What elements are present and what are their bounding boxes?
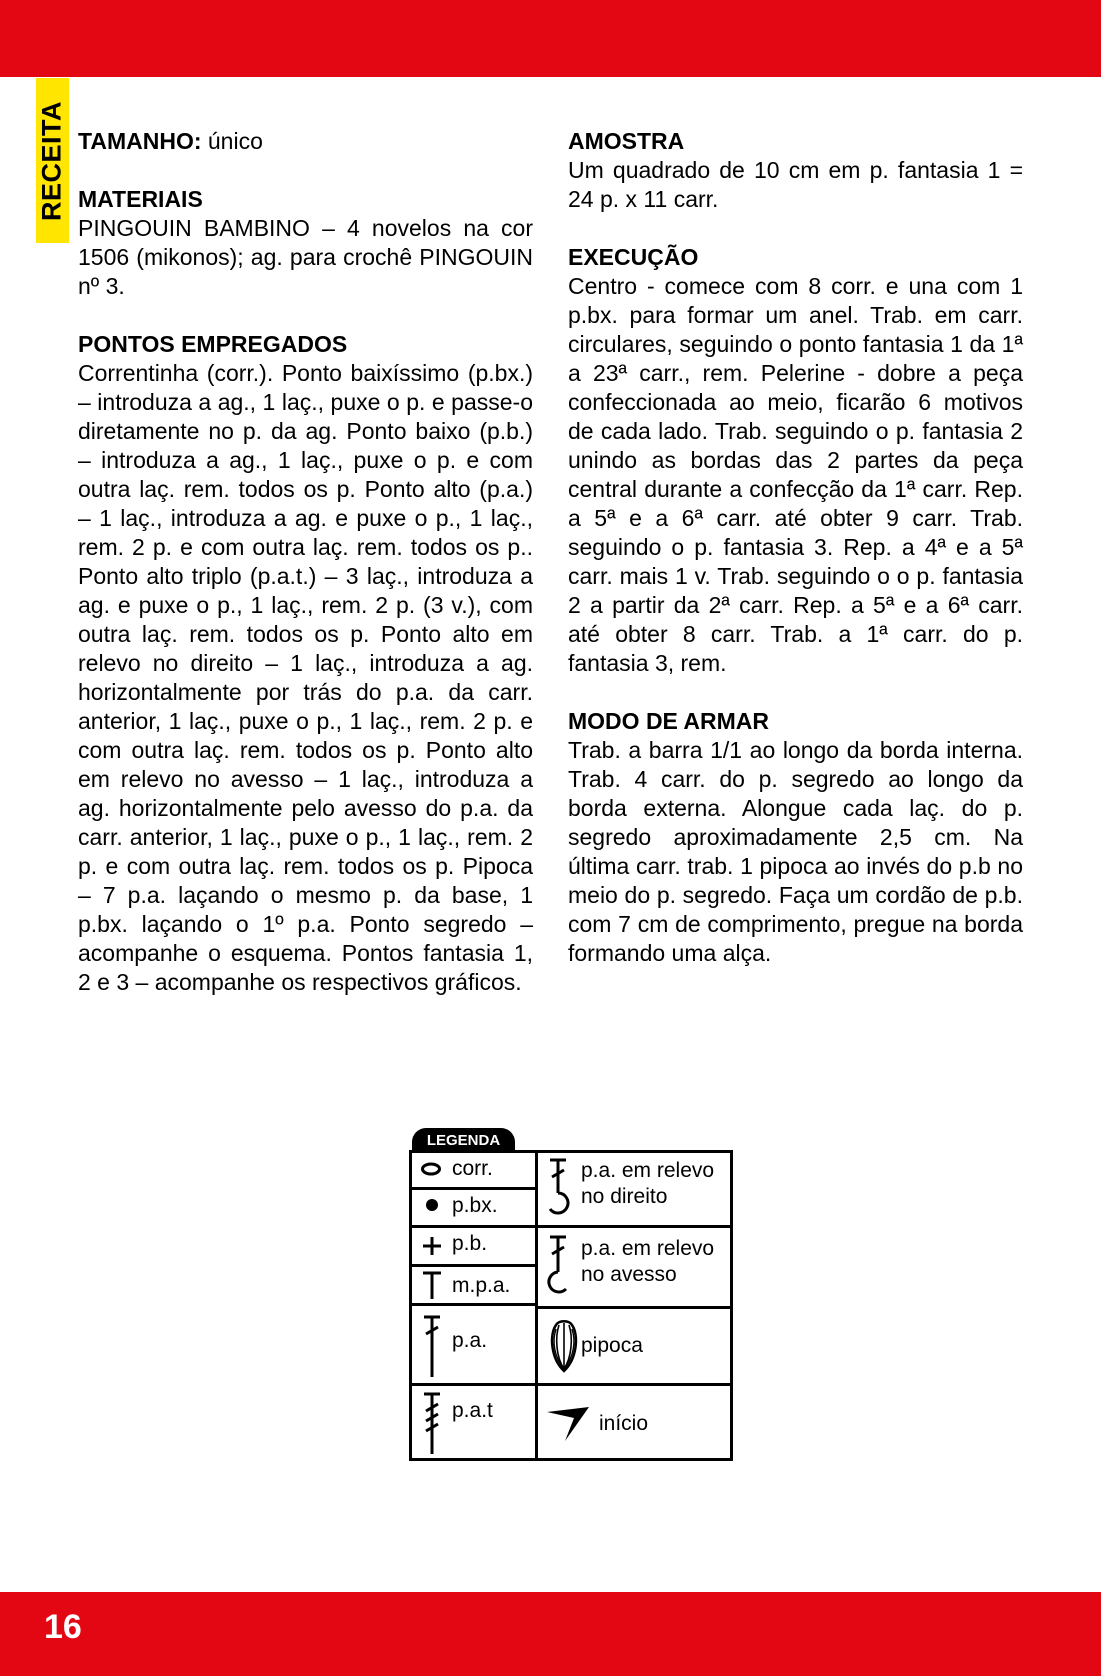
tall-t-triple-slash-icon	[421, 1391, 443, 1455]
legend-label-relevo-direito-1: p.a. em relevo	[581, 1159, 715, 1182]
start-arrow-icon	[545, 1405, 591, 1443]
stitches-text: Correntinha (corr.). Ponto baixíssimo (p.bx.) – introduza a ag., 1 laç., puxe o p. e passe-o diretamente no p. da ag. Ponto baixo (p.b.) – introduza a ag., 1 laç., puxe o p. e com outra laç. rem. todos os p. Ponto alto (p.a.) – 1 laç., introduza a ag. e puxe o p., 1 laç., rem. 2 p. e com outra laç. rem. todos os p.. Ponto alto triplo (p.a.t.) – 3 laç., introduza a ag. e puxe o p., 1 laç., rem. 2 p. (3 v.), com outra laç. rem. todos os p. Ponto alto em relevo no direito – 1 laç., introduza a ag. horizontalmente por trás do p.a. da carr. anterior, 1 laç., puxe o p., 1 laç., rem. 2 p. e com outra laç. rem. todos os p. Ponto alto em relevo no avesso – 1 laç., introduza a ag. horizontalmente pelo avesso do p.a. da carr. anterior, 1 laç., puxe o p., 1 laç., rem. 2 p. e com outra laç. rem. todos os p. Pipoca – 7 p.a. laçando o mesmo p. da base, 1 p.bx. laçando o 1º p.a. Ponto segredo – acompanhe o esquema. Pontos fantasia 1, 2 e 3 – acompanhe os respectivos gráficos.	[78, 360, 533, 995]
bottom-banner	[0, 1592, 1101, 1676]
hook-front-icon	[545, 1157, 573, 1219]
execution-heading: EXECUÇÃO	[568, 244, 699, 270]
popcorn-icon	[548, 1317, 580, 1373]
assembly-text: Trab. a barra 1/1 ao longo da borda interna. Trab. 4 carr. do p. segredo ao longo da borda externa. Alongue cada laç. do p. segredo aproximadamente 2,5 cm. Na última carr. trab. 1 pipoca ao invés do p.b no meio do p. segredo. Faça um cordão de p.b. com 7 cm de comprimento, pregue na borda formando uma alça.	[568, 737, 1023, 966]
legend-label-corr: corr.	[452, 1157, 493, 1180]
legend-row-line	[535, 1225, 733, 1228]
hook-back-icon	[545, 1234, 573, 1300]
legend-label-relevo-direito-2: no direito	[581, 1185, 668, 1208]
t-icon	[421, 1270, 443, 1300]
page-number: 16	[44, 1608, 82, 1646]
legend-label-relevo-avesso-2: no avesso	[581, 1263, 677, 1286]
dot-icon	[424, 1197, 440, 1213]
size-value: único	[201, 128, 263, 154]
legend-label-pat: p.a.t	[452, 1399, 493, 1422]
sample-text: Um quadrado de 10 cm em p. fantasia 1 = 24 p. x 11 carr.	[568, 157, 1023, 212]
sample-section	[568, 127, 1023, 214]
legend-title: LEGENDA	[412, 1128, 515, 1152]
tall-t-slash-icon	[421, 1314, 443, 1378]
execution-section	[568, 243, 1023, 678]
materials-section	[78, 185, 533, 301]
legend-label-pa: p.a.	[452, 1329, 488, 1352]
stitches-heading: PONTOS EMPREGADOS	[78, 331, 348, 357]
legend-row-line	[409, 1225, 537, 1228]
legend-label-pbx: p.bx.	[452, 1194, 498, 1217]
section-tab-label: RECEITA	[36, 100, 67, 222]
legend-label-mpa: m.p.a.	[452, 1274, 511, 1297]
plus-icon	[421, 1235, 443, 1257]
legend-row-line	[409, 1383, 537, 1386]
size-label: TAMANHO:	[78, 128, 202, 154]
legend-label-relevo-avesso-1: p.a. em relevo	[581, 1237, 715, 1260]
assembly-section	[568, 707, 1023, 968]
legend-row-line	[535, 1306, 733, 1309]
legend-label-pb: p.b.	[452, 1232, 488, 1255]
legend-row-line	[409, 1264, 537, 1267]
size-section	[78, 127, 533, 156]
sample-heading: AMOSTRA	[568, 128, 685, 154]
materials-text: PINGOUIN BAMBINO – 4 novelos na cor 1506 (mikonos); ag. para crochê PINGOUIN nº 3.	[78, 215, 533, 299]
execution-text: Centro - comece com 8 corr. e una com 1 p.bx. para formar um anel. Trab. em carr. circulares, seguindo o ponto fantasia 1 da 1ª a 23ª carr., rem. Pelerine - dobre a peça confeccionada ao meio, ficarão 6 motivos de cada lado. Trab. seguindo o p. fantasia 2 unindo as bordas das 2 partes da peça central durante a confecção da 1ª carr. Rep. a 5ª e a 6ª carr. até obter 9 carr. Trab. seguindo o p. fantasia 3. Rep. a 4ª e a 5ª carr. mais 1 v. Trab. seguindo o o p. fantasia 2 a partir da 2ª carr. Rep. a 5ª e a 6ª carr. até obter 8 carr. Trab. a 1ª carr. do p. fantasia 3, rem.	[568, 273, 1023, 676]
right-column	[568, 127, 1023, 997]
oval-icon	[420, 1161, 442, 1177]
assembly-heading: MODO DE ARMAR	[568, 708, 770, 734]
legend-row-line	[409, 1187, 537, 1190]
stitches-section	[78, 330, 533, 997]
legend-row-line	[409, 1303, 537, 1306]
legend-label-pipoca: pipoca	[581, 1334, 643, 1357]
legend-row-line	[535, 1383, 733, 1386]
left-column	[78, 127, 533, 1026]
top-banner	[0, 0, 1101, 77]
materials-heading: MATERIAIS	[78, 186, 203, 212]
legend-label-inicio: início	[599, 1412, 649, 1435]
